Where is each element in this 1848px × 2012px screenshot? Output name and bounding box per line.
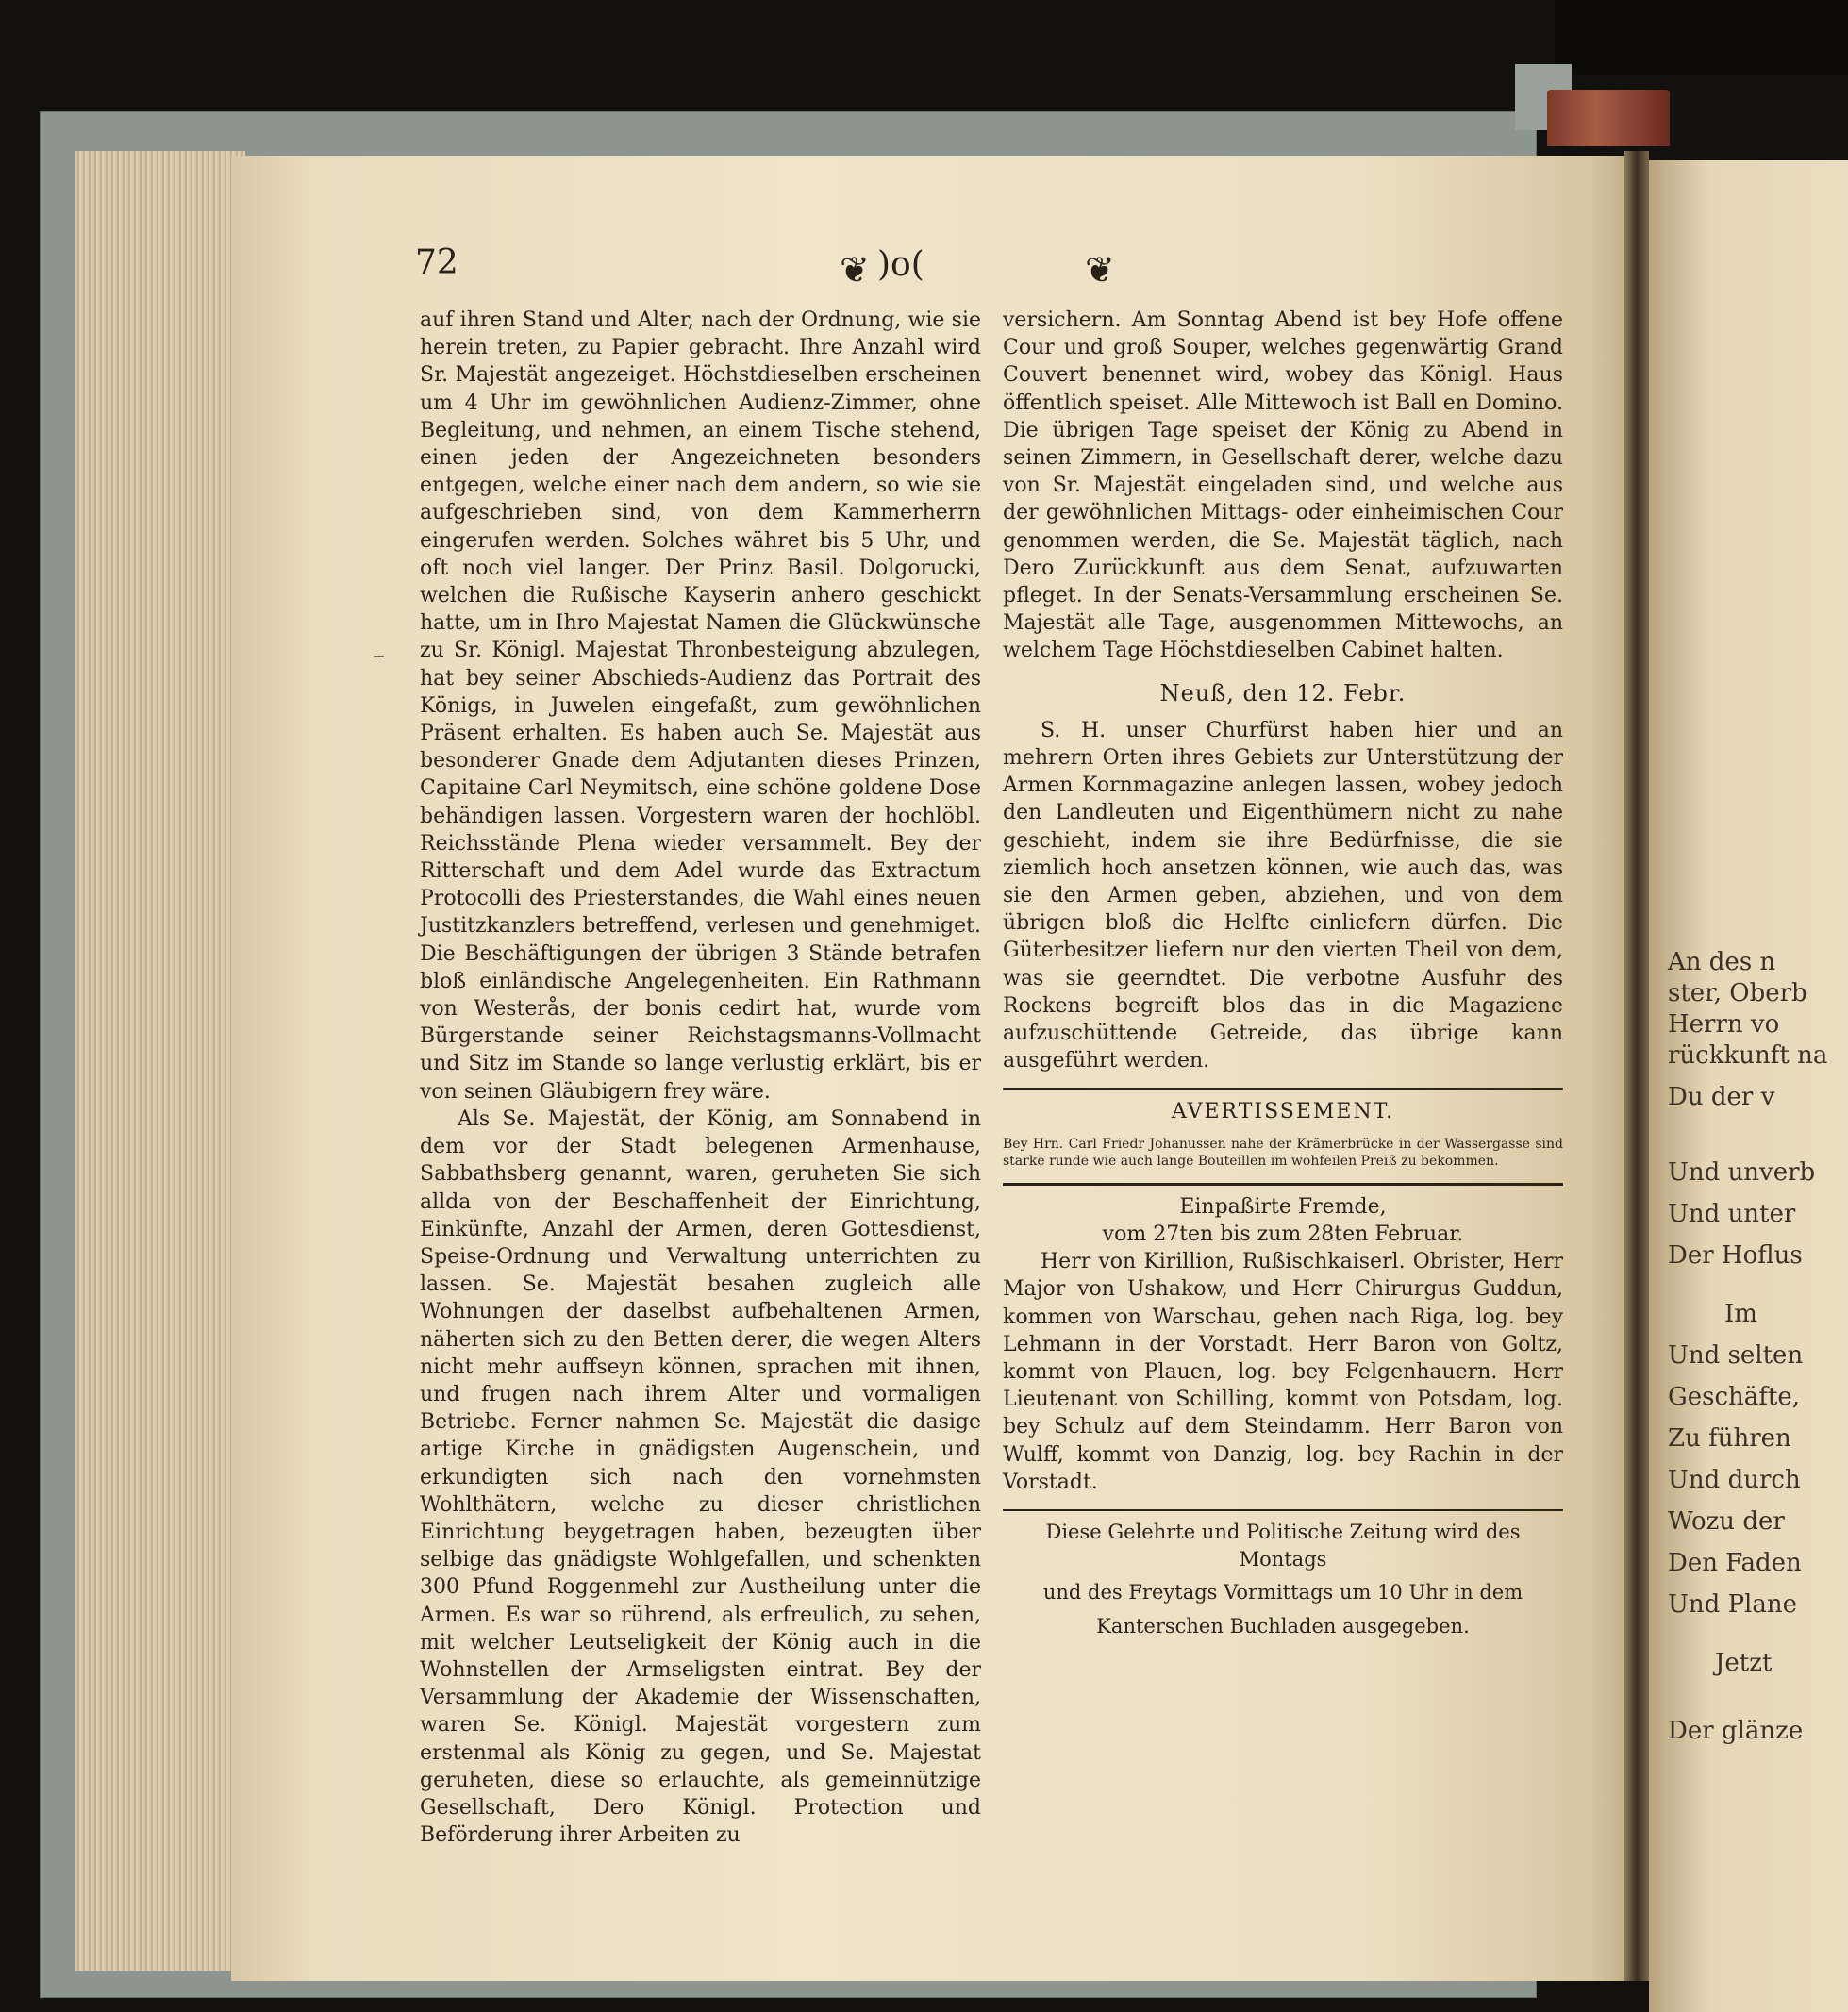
background-dark [1555, 0, 1848, 75]
header-mark: )o( [877, 245, 924, 284]
news-paragraph: auf ihren Stand und Alter, nach der Ordnung, wie sie herein treten, zu Papier gebracht. Ihre Anzahl wird Sr. Majestät angezeiget. Höchstdieselben erscheinen um 4 Uhr im gewöhnlichen Audienz-Zimmer, ohne Begleitung, und nehmen, an einem Tische stehend, einen jeden der Angezeichneten besonders entgegen, welche einer nach dem andern, so wie sie aufgeschrieben sind, von dem Kammerherrn eingerufen werden. Solches währet bis 5 Uhr, und oft noch viel langer. Der Prinz Basil. Dolgorucki, welchen die Rußische Kayserin anhero geschickt hatte, um in Ihro Majestat Namen die Glückwünsche zu Sr. Königl. Majestat Thronbesteigung abzulegen, hat bey seiner Abschieds-Audienz das Portrait des Königs, in Juwelen eingefaßt, zum gewöhnlichen Präsent erhalten. Es haben auch Se. Majestät aus besonderer Gnade dem Adjutanten dieses Prinzen, Capitaine Carl Neymitsch, eine schöne goldene Dose behändigen lassen. Vorgestern waren der hochlöbl. Reichsstände Plena wieder versammelt. Bey der Ritterschaft und dem Adel wurde das Extractum Protocolli des Priesterstandes, die Wahl eines neuen Justitzkanzlers betreffend, verlesen und genehmiget. Die Beschäftigungen der übrigen 3 Stände betrafen bloß einländische Angelegenheiten. Ein Rathmann von Westerås, der bonis cedirt hat, wurde vom Bürgerstande seiner Reichstagsmanns-Vollmacht und Sitz im Stande so lange verlustig erklärt, bis er von seinen Gläubigern frey wäre. [420, 308, 981, 1104]
arrivals-subheading: vom 27ten bis zum 28ten Februar. [1102, 1222, 1464, 1246]
page-number: 72 [415, 243, 458, 282]
page-stack-edge [75, 151, 245, 1971]
facing-text-line: rückkunft na [1668, 1041, 1828, 1070]
arrivals-text: Herr von Kirillion, Rußischkaiserl. Obrister, Herr Major von Ushakow, und Herr Chirurgus Guddun, kommen von Warschau, gehen nach Riga, log. bey Lehmann in der Vorstadt. Herr Baron von Goltz, kommt von Plauen, log. bey Felgenhauern. Herr Lieutenant von Schilling, kommt von Potsdam, log. bey Schulz auf dem Steindamm. Herr Baron von Wulff, kommt von Danzig, log. bey Rachin in der Vorstadt. [1003, 1250, 1563, 1494]
facing-text-line: Der Hoflus [1668, 1241, 1803, 1270]
news-paragraph: S. H. unser Churfürst haben hier und an mehrern Orten ihres Gebiets zur Unterstützung der Armen Kornmagazine anlegen lassen, wobey jedoch den Landleuten und Eigenthümern nicht zu nahe geschieht, indem sie ihre Bedürfnisse, die sie ziemlich hoch ansetzen können, wie auch das, was sie den Armen geben, abziehen, und von dem übrigen bloß die Helfte einliefern dürfen. Die Güterbesitzer liefern nur den vierten Theil von dem, was sie geerndtet. Die verbotne Ausfuhr des Rockens begreift blos das in die Magaziene aufzuschüttende Getreide, das übrige kann ausgeführt werden. [1003, 718, 1563, 1073]
facing-text-line: Und durch [1668, 1466, 1801, 1494]
divider [1003, 1509, 1563, 1511]
dateline: Neuß, den 12. Febr. [1159, 679, 1407, 707]
left-column [420, 307, 981, 1849]
imprint-line: Diese Gelehrte und Politische Zeitung wird des Montags [1045, 1520, 1521, 1571]
facing-text-line: Zu führen [1668, 1424, 1791, 1453]
advert-heading: AVERTISSEMENT. [1171, 1100, 1395, 1124]
fleuron-icon: ❦ [1085, 249, 1115, 291]
facing-text-line: Und Plane [1668, 1590, 1798, 1619]
facing-text-line: ster, Oberb [1668, 979, 1807, 1007]
book-spine-edge [1547, 90, 1670, 146]
facing-text-line: Und selten [1668, 1341, 1804, 1370]
imprint-line: und des Freytags Vormittags um 10 Uhr in dem [1042, 1581, 1523, 1605]
imprint [1003, 1519, 1563, 1640]
news-paragraph: Als Se. Majestät, der König, am Sonnabend in dem vor der Stadt belegenen Armenhause, Sabbathsberg genannt, waren, geruheten Sie sich allda von der Beschaffenheit der Einrichtung, Einkünfte, Anzahl der Armen, deren Gottesdienst, Speise-Ordnung und Verwaltung unterrichten zu lassen. Se. Majestät besahen zugleich alle Wohnungen der daselbst aufbehaltenen Armen, näherten sich zu den Betten derer, die wegen Alters nicht mehr auffseyn können, sprachen mit ihnen, und frugen nach ihrem Alter und vormaligen Betriebe. Ferner nahmen Se. Majestät die dasige artige Kirche in gnädigsten Augenschein, und erkundigten sich nach den vornehmsten Wohlthätern, welche zu dieser christlichen Einrichtung beygetragen haben, bezeugten über selbige das gnädigste Wohlgefallen, und schenkten 300 Pfund Roggenmehl zur Austheilung unter die Armen. Es war so rührend, als erfreulich, zu sehen, mit welcher Leutseligkeit der König auch in die Wohnstellen der Armseligsten eintrat. Bey der Versammlung der Akademie der Wissenschaften, waren Se. Königl. Majestät vorgestern zum erstenmal als König zu gegen, und Se. Majestat geruheten, diese so erlauchte, als gemeinnützige Gesellschaft, Dero Königl. Protection und Beförderung ihrer Arbeiten zu [420, 1106, 981, 1848]
facing-text-line: Du der v [1668, 1083, 1775, 1111]
advert-text: Bey Hrn. Carl Friedr Johanussen nahe der Krämerbrücke in der Wassergasse sind starke runde wie auch lange Bouteillen im wohfeilen Preiß zu bekommen. [1003, 1136, 1563, 1169]
margin-mark: – [373, 641, 385, 670]
book-gutter [1624, 151, 1649, 1981]
facing-text-line: Wozu der [1668, 1507, 1785, 1536]
facing-text-line: Und unter [1668, 1200, 1796, 1228]
arrivals-heading: Einpaßirte Fremde, [1179, 1194, 1387, 1219]
facing-text-line: Der glänze [1668, 1717, 1804, 1745]
divider [1003, 1088, 1563, 1090]
page-header [415, 243, 1575, 291]
facing-page [1649, 160, 1848, 2012]
facing-text-line: Im [1724, 1300, 1757, 1328]
facing-text-line: Den Faden [1668, 1549, 1802, 1577]
imprint-line: Kanterschen Buchladen ausgegeben. [1096, 1614, 1470, 1638]
right-column [1003, 307, 1563, 1646]
fleuron-icon: ❦ [840, 249, 870, 291]
facing-text-line: Geschäfte, [1668, 1383, 1801, 1411]
divider [1003, 1183, 1563, 1186]
news-paragraph: versichern. Am Sonntag Abend ist bey Hofe offene Cour und groß Souper, welches gegenwärtig Grand Couvert benennet wird, wobey das Königl. Haus öffentlich speiset. Alle Mittewoch ist Ball en Domino. Die übrigen Tage speiset der König zu Abend in seinen Zimmern, in Gesellschaft derer, welche dazu von Sr. Majestät eingeladen sind, und welche aus der gewöhnlichen Mittags- oder einheimischen Cour genommen werden, die Se. Majestät täglich, nach Dero Zurückkunft aus dem Senat, aufzuwarten pfleget. In der Senats-Versammlung erscheinen Se. Majestät alle Tage, ausgenommen Mittewochs, an welchem Tage Höchstdieselben Cabinet halten. [1003, 308, 1563, 663]
facing-text-line: Und unverb [1668, 1158, 1816, 1187]
facing-text-line: Jetzt [1715, 1649, 1773, 1677]
facing-text-line: An des n [1668, 948, 1776, 976]
facing-text-line: Herrn vo [1668, 1010, 1780, 1039]
